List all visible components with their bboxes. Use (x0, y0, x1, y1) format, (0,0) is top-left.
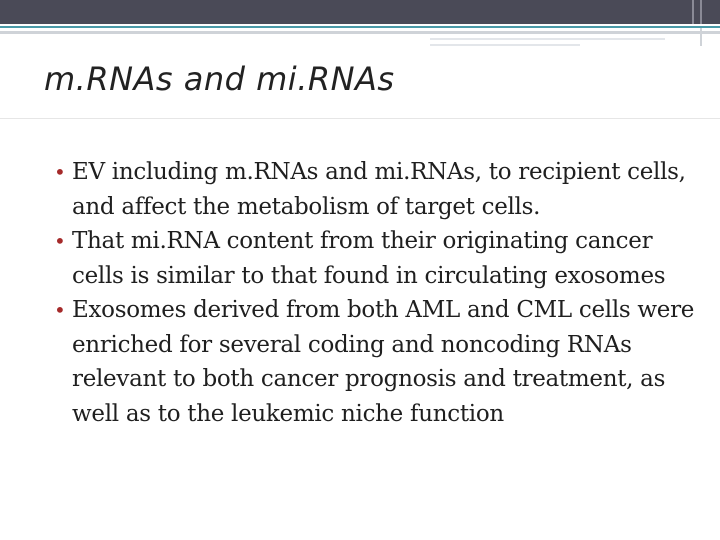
title-divider (0, 118, 720, 119)
teal-stripe (0, 26, 720, 28)
slide-title: m.RNAs and mi.RNAs (44, 60, 395, 98)
bullet-dot-icon: • (54, 229, 66, 253)
bullet-dot-icon: • (54, 298, 66, 322)
bullet-list (54, 155, 702, 431)
bullet-item (54, 293, 702, 431)
gray-stripe-short (430, 38, 665, 40)
gray-stripe-short (430, 44, 580, 46)
bullet-text: Exosomes derived from both AML and CML cells were enriched for several coding and noncoding RNAs relevant to both cancer prognosis and treatment, as well as to the leukemic niche function (72, 297, 695, 427)
bullet-item (54, 155, 702, 224)
bullet-text: That mi.RNA content from their originating cancer cells is similar to that found in circulating exosomes (72, 228, 666, 289)
gray-stripe (0, 31, 720, 34)
header-bar-accent (692, 0, 694, 24)
header-bar (0, 0, 720, 24)
bullet-dot-icon: • (54, 160, 66, 184)
bullet-item (54, 224, 702, 293)
header-bar-accent (700, 0, 702, 24)
bullet-text: EV including m.RNAs and mi.RNAs, to recipient cells, and affect the metabolism of target cells. (72, 159, 686, 220)
gray-stripe-vertical (700, 28, 702, 46)
